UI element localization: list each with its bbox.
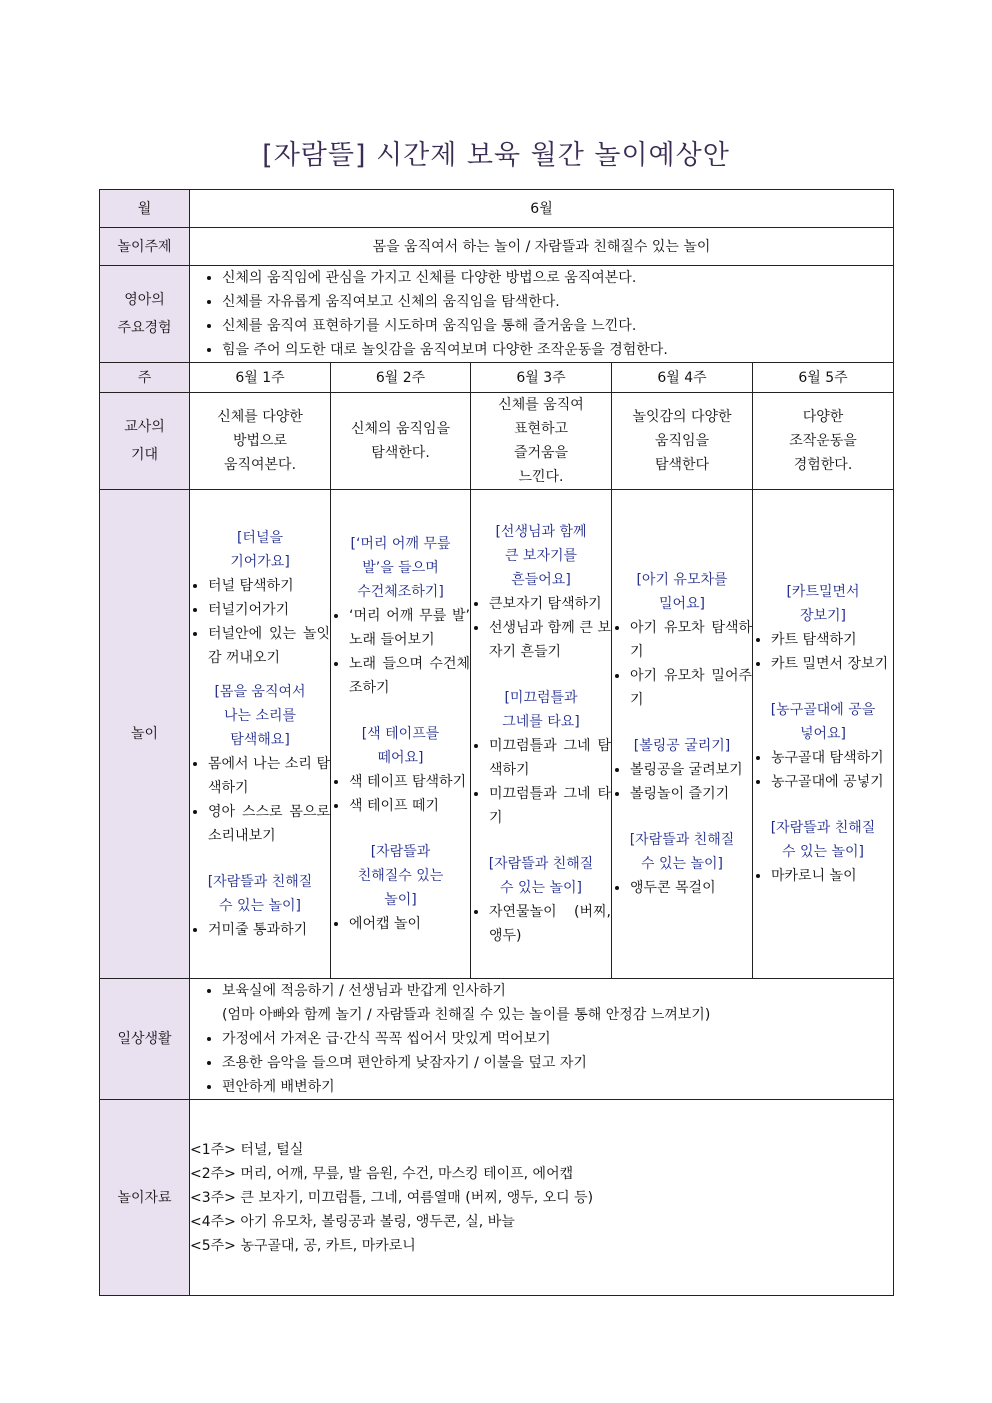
play-activity-title: [선생님과 함께 xyxy=(495,524,587,540)
expectation-week-2 xyxy=(331,393,471,490)
row-theme xyxy=(100,228,894,266)
expectation-line: 움직임을 xyxy=(654,433,710,449)
play-activity-title: 친해질수 있는 xyxy=(357,868,444,884)
expectation-line: 조작운동을 xyxy=(789,433,857,449)
play-activity-list xyxy=(612,616,752,712)
expectation-week-3 xyxy=(471,393,612,490)
expectation-line: 탐색한다 xyxy=(654,457,710,473)
experience-item: • 신체의 움직임에 관심을 가지고 신체를 다양한 방법으로 움직여본다. xyxy=(222,266,887,290)
label-theme: 놀이주제 xyxy=(100,228,190,266)
play-activity-item: • 미끄럼틀과 그네 탐색하기 xyxy=(489,734,611,782)
play-activity-title: 장보기] xyxy=(799,608,847,624)
experience-item: • 신체를 자유롭게 움직여보고 신체의 움직임을 탐색한다. xyxy=(222,290,887,314)
play-week-5 xyxy=(753,490,894,979)
play-activity-title: 발’을 들으며 xyxy=(362,560,439,576)
value-experience xyxy=(190,266,894,363)
row-play xyxy=(100,490,894,979)
play-activity-title: [미끄럼틀과 xyxy=(504,690,578,706)
play-activity-title: 흔들어요] xyxy=(511,572,571,588)
value-materials xyxy=(190,1100,894,1296)
play-activity-title: [카트밀면서 xyxy=(786,584,860,600)
play-activity-title: 떼어요] xyxy=(377,750,424,766)
play-activity-title: [자람뜰과 친해질 xyxy=(629,832,735,848)
play-activity-item: • ‘머리 어깨 무릎 발’ 노래 들어보기 xyxy=(349,604,470,652)
expectation-week-5 xyxy=(753,393,894,490)
play-activity-item: • 색 테이프 탐색하기 xyxy=(349,770,470,794)
play-week-1 xyxy=(190,490,331,979)
play-activity-item: • 볼링공을 굴려보기 xyxy=(630,758,752,782)
play-activity-title: [자람뜰과 친해질 xyxy=(207,874,313,890)
play-activity-title: [색 테이프를 xyxy=(361,726,440,742)
play-activity-item: • 카트 밀면서 장보기 xyxy=(771,652,893,676)
play-activity-list xyxy=(471,734,611,830)
play-activity-title: 밀어요] xyxy=(658,596,706,612)
materials-week-1: <1주> 터널, 털실 xyxy=(190,1141,304,1158)
label-experience-line1: 영아의 xyxy=(124,292,165,308)
expectation-line: 즐거움을 xyxy=(513,445,569,461)
play-activity-item: • 색 테이프 떼기 xyxy=(349,794,470,818)
label-weeks: 주 xyxy=(100,363,190,393)
play-activity-title: [자람뜰과 친해질 xyxy=(770,820,876,836)
play-activity-item: • 영아 스스로 몸으로 소리내보기 xyxy=(208,800,330,848)
row-daily xyxy=(100,979,894,1100)
label-expectation-line2: 기대 xyxy=(130,447,159,463)
week-3: 6월 3주 xyxy=(471,363,612,393)
label-experience xyxy=(100,266,190,363)
play-activity-list xyxy=(753,746,893,794)
row-expectation xyxy=(100,393,894,490)
expectation-line: 방법으로 xyxy=(232,433,288,449)
play-activity-list xyxy=(753,864,893,888)
spacer xyxy=(331,818,470,840)
play-activity-title: 그네를 타요] xyxy=(502,714,580,730)
row-month xyxy=(100,190,894,228)
expectation-week-1 xyxy=(190,393,331,490)
label-daily: 일상생활 xyxy=(100,979,190,1100)
experience-item: • 신체를 움직여 표현하기를 시도하며 움직임을 통해 즐거움을 느낀다. xyxy=(222,314,887,338)
label-play: 놀이 xyxy=(100,490,190,979)
materials-week-3: <3주> 큰 보자기, 미끄럼틀, 그네, 여름열매 (버찌, 앵두, 오디 등) xyxy=(190,1189,594,1206)
spacer xyxy=(190,848,330,870)
value-theme: 몸을 움직여서 하는 놀이 / 자람뜰과 친해질수 있는 놀이 xyxy=(190,228,894,266)
play-activity-item: • 마카로니 놀이 xyxy=(771,864,893,888)
play-activity-item: • 농구골대에 공넣기 xyxy=(771,770,893,794)
spacer xyxy=(190,670,330,680)
play-activity-list xyxy=(190,574,330,670)
play-activity-list xyxy=(331,770,470,818)
row-experience xyxy=(100,266,894,363)
play-activity-item: • 에어캡 놀이 xyxy=(349,912,470,936)
play-activity-title: [볼링공 굴리기] xyxy=(633,738,731,754)
monthly-plan-table xyxy=(99,189,894,1296)
play-activity-title: 큰 보자기를 xyxy=(504,548,578,564)
label-expectation xyxy=(100,393,190,490)
expectation-line: 다양한 xyxy=(802,409,844,425)
daily-item-text: 보육실에 적응하기 / 선생님과 반갑게 인사하기 xyxy=(222,983,506,999)
expectation-line: 신체를 움직여 xyxy=(498,397,584,413)
play-activity-title: 넣어요] xyxy=(799,726,847,742)
daily-list xyxy=(190,979,893,1099)
expectation-line: 표현하고 xyxy=(513,421,569,437)
play-activity-list xyxy=(190,752,330,848)
materials-week-2: <2주> 머리, 어깨, 무릎, 발 음원, 수건, 마스킹 테이프, 에어캡 xyxy=(190,1165,574,1182)
play-activity-title: 수 있는 놀이] xyxy=(641,856,723,872)
play-activity-item: • 볼링놀이 즐기기 xyxy=(630,782,752,806)
play-activity-item: • 몸에서 나는 소리 탐색하기 xyxy=(208,752,330,800)
week-4: 6월 4주 xyxy=(612,363,753,393)
label-experience-line2: 주요경험 xyxy=(117,320,172,336)
play-activity-list xyxy=(190,918,330,942)
expectation-line: 움직여본다. xyxy=(223,457,297,473)
play-activity-item: • 큰보자기 탐색하기 xyxy=(489,592,611,616)
play-activity-title: 수 있는 놀이] xyxy=(782,844,864,860)
daily-item: • 편안하게 배변하기 xyxy=(222,1075,887,1099)
play-activity-title: 놀이] xyxy=(384,892,417,908)
page-title: [자람뜰] 시간제 보육 월간 놀이예상안 xyxy=(262,140,730,171)
expectation-line: 놀잇감의 다양한 xyxy=(632,409,732,425)
play-week-3 xyxy=(471,490,612,979)
play-activity-item: • 아기 유모차 탐색하기 xyxy=(630,616,752,664)
play-activity-list xyxy=(612,876,752,900)
expectation-line: 신체의 움직임을 xyxy=(350,421,451,437)
label-expectation-line1: 교사의 xyxy=(124,419,165,435)
play-activity-item: • 농구골대 탐색하기 xyxy=(771,746,893,770)
play-activity-title: 수 있는 놀이] xyxy=(219,898,301,914)
expectation-week-4 xyxy=(612,393,753,490)
spacer xyxy=(612,806,752,828)
play-activity-item: • 터널기어가기 xyxy=(208,598,330,622)
materials-week-4: <4주> 아기 유모차, 볼링공과 볼링, 앵두콘, 실, 바늘 xyxy=(190,1213,515,1230)
daily-item: • 조용한 음악을 들으며 편안하게 낮잠자기 / 이불을 덮고 자기 xyxy=(222,1051,887,1075)
label-materials: 놀이자료 xyxy=(100,1100,190,1296)
play-activity-list xyxy=(612,758,752,806)
expectation-line: 경험한다. xyxy=(793,457,853,473)
experience-item: • 힘을 주어 의도한 대로 놀잇감을 움직여보며 다양한 조작운동을 경험한다. xyxy=(222,338,887,362)
play-activity-list xyxy=(753,628,893,676)
play-activity-item: • 터널안에 있는 놀잇감 꺼내오기 xyxy=(208,622,330,670)
spacer xyxy=(753,794,893,816)
play-activity-title: 수 있는 놀이] xyxy=(500,880,582,896)
play-activity-title: [‘머리 어깨 무릎 xyxy=(350,536,451,552)
label-month: 월 xyxy=(100,190,190,228)
play-activity-list xyxy=(471,592,611,664)
value-month: 6월 xyxy=(190,190,894,228)
play-week-4 xyxy=(612,490,753,979)
experience-list xyxy=(190,266,893,362)
spacer xyxy=(331,700,470,722)
play-activity-title: [자람뜰과 xyxy=(370,844,431,860)
play-activity-item: • 거미줄 통과하기 xyxy=(208,918,330,942)
play-activity-item: • 노래 들으며 수건체조하기 xyxy=(349,652,470,700)
spacer xyxy=(471,830,611,852)
daily-item xyxy=(222,979,887,1027)
play-activity-list xyxy=(331,604,470,700)
play-activity-item: • 터널 탐색하기 xyxy=(208,574,330,598)
expectation-line: 신체를 다양한 xyxy=(217,409,303,425)
daily-note: (엄마 아빠와 함께 놀기 / 자람뜰과 친해질 수 있는 놀이를 통해 안정감 느껴보기) xyxy=(222,1007,711,1023)
spacer xyxy=(612,712,752,734)
row-weeks xyxy=(100,363,894,393)
value-daily xyxy=(190,979,894,1100)
play-activity-title: [농구골대에 공을 xyxy=(770,702,876,718)
spacer xyxy=(471,664,611,686)
play-activity-title: 나는 소리를 xyxy=(223,708,297,724)
row-materials xyxy=(100,1100,894,1296)
play-activity-title: [몸을 움직여서 xyxy=(214,684,306,700)
play-activity-title: [터널을 xyxy=(236,530,284,546)
play-activity-item: • 앵두콘 목걸이 xyxy=(630,876,752,900)
play-activity-item: • 카트 탐색하기 xyxy=(771,628,893,652)
spacer xyxy=(753,676,893,698)
materials-week-5: <5주> 농구골대, 공, 카트, 마카로니 xyxy=(190,1237,416,1254)
play-activity-list xyxy=(331,912,470,936)
play-activity-title: 탐색해요] xyxy=(230,732,290,748)
play-week-2 xyxy=(331,490,471,979)
play-activity-item: • 미끄럼틀과 그네 타기 xyxy=(489,782,611,830)
play-activity-title: [아기 유모차를 xyxy=(636,572,728,588)
play-activity-item: • 자연물놀이 (버찌, 앵두) xyxy=(489,900,611,948)
expectation-line: 탐색한다. xyxy=(371,445,430,461)
week-2: 6월 2주 xyxy=(331,363,471,393)
play-activity-item: • 아기 유모차 밀어주기 xyxy=(630,664,752,712)
week-1: 6월 1주 xyxy=(190,363,331,393)
play-activity-title: 기어가요] xyxy=(230,554,290,570)
play-activity-title: [자람뜰과 친해질 xyxy=(488,856,594,872)
play-activity-title: 수건체조하기] xyxy=(357,584,444,600)
daily-item: • 가정에서 가져온 급·간식 꼭꼭 씹어서 맛있게 먹어보기 xyxy=(222,1027,887,1051)
play-activity-list xyxy=(471,900,611,948)
expectation-line: 느낀다. xyxy=(518,469,564,485)
week-5: 6월 5주 xyxy=(753,363,894,393)
play-activity-item: • 선생님과 함께 큰 보자기 흔들기 xyxy=(489,616,611,664)
